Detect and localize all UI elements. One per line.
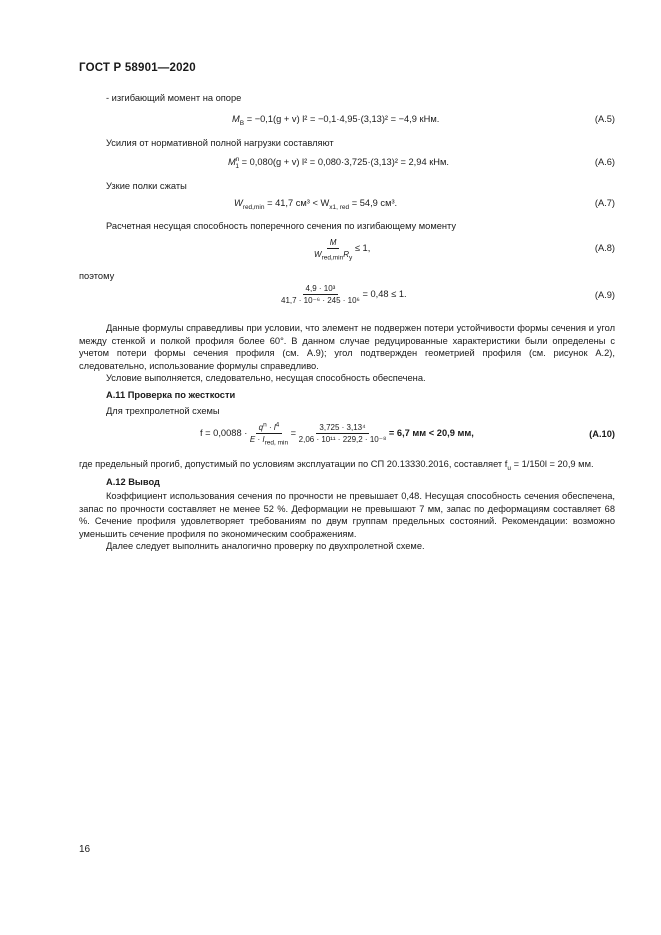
equation-a9-rhs: = 0,48 ≤ 1. [362,288,407,299]
page-number: 16 [79,844,91,855]
equation-a9-numerator: 4,9 · 10³ [303,284,339,295]
equation-a10-rhs: = 6,7 мм < 20,9 мм, [388,427,474,438]
text-line-therefore: поэтому [79,271,115,281]
paragraph-next-step: Далее следует выполнить аналогично проверку по двухпролетной схеме. [106,541,425,552]
section-subtitle-a11: Для трехпролетной схемы [106,406,220,416]
equation-a10-denominator: 2,06 · 10¹¹ · 229,2 · 10⁻⁸ [298,435,387,444]
equation-a10-fraction1: $\frac{q^n \cdot l^4}{E \cdot I_{red, min}}$ [249,421,289,447]
equation-a7-text2: = 54,9 см³. [351,198,398,208]
text-line-bearing-capacity: Расчетная несущая способность поперечного сечения по изгибающему моменту [106,221,457,231]
equation-a8-rhs: ≤ 1, [354,242,371,253]
equation-a5-text: = −0,1(g + v) l² = −0,1·4,95·(3,13)² = −4,9 кНм. [246,114,440,124]
equation-number-a7: (А.7) [594,198,615,208]
equation-a8-denominator: W [314,250,322,259]
equation-number-a5: (А.5) [594,114,615,124]
paragraph-conditions [79,322,615,385]
equation-a9 [281,284,407,305]
section-title-a11: А.11 Проверка по жесткости [106,390,236,400]
equation-a10-numerator: 3,725 · 3,13⁴ [316,423,368,434]
equation-number-a8: (А.8) [594,243,615,253]
equation-a10: f = 0,0088 · $\frac{q^n \cdot l^4}{E \cdot I_{red, min}}$ = $\frac{\text{3,725 · 3,13⁴}}{\text{2,06 · 10¹¹ · 229,2 · 10⁻⁸}}$ = 6,7 мм < 20,9 мм, [200,421,474,447]
equation-a8-numerator: M [329,238,337,247]
text-line-narrow-flanges: Узкие полки сжаты [106,181,187,191]
paragraph-conditions-text: Данные формулы справедливы при условии, что элемент не подвержен потери устойчивости формы сечения и угол между стенкой и полкой профиля более 60°. В данном случае редуцированные характеристики были определены с учетом потери формы сечения профиля (см. А.9); угол подтвержден геометрией профиля (см. рисунок А.2), следовательно, использование формулы справедливо. [79,323,615,371]
text-line-normative-load: Усилия от нормативной полной нагрузки составляют [106,138,334,148]
paragraph-conclusion-text: Коэффициент использования сечения по прочности не превышает 0,48. Несущая способность сечения обеспечена, запас по прочности составляет не менее 52 %. Деформации не превышают 7 мм, запас по деформациям составляет 68 %. Сечение профиля удовлетворяет требованиям по двум группам предельных состояний. Рекомендации: возможно уменьшить сечение профиля по экономическим соображениям. [79,491,615,539]
document-header: ГОСТ Р 58901—2020 [79,62,196,74]
equation-a9-fraction [281,284,360,305]
paragraph-conclusion [79,490,615,553]
equation-a8-fraction: $\frac{M}{W_{red,min}R_y}$ [314,238,353,262]
equation-a6-text: = 0,080(g + v) l² = 0,080·3,725·(3,13)² = 2,94 кНм. [241,157,449,167]
equation-a8 [314,238,371,262]
limit-deflection-value: = 1/150l = 20,9 мм. [510,459,594,469]
text-line-bending-moment: - изгибающий момент на опоре [106,93,242,103]
equation-a6: $M^n_1 = 0,080(g + v) l^2 = 0,080\cdot 3,725\cdot(3,13)^2 = 2,94$ кНм. [228,155,449,170]
equation-a7-text: = 41,7 см³ < W [267,198,330,208]
equation-a7: $W_{red,min} = 41,7$ $см^3 < W_{x1, red} = 54,9$ см³. [234,198,398,211]
equation-number-a10: (А.10) [589,429,615,439]
equation-number-a9: (А.9) [594,290,615,300]
paragraph-conditions-conclusion: Условие выполняется, следовательно, несущая способность обеспечена. [106,373,426,384]
section-title-a12: А.12 Вывод [106,477,160,487]
equation-a10-lhs: f = 0,0088 · [200,427,248,438]
equation-a5: $M_B = -0,1(g + v) l^2 = -0,1\cdot 4,95\cdot(3,13)^2 = -4,9$ кНм. [232,114,440,127]
limit-deflection-text: где предельный прогиб, допустимый по условиям эксплуатации по СП 20.13330.2016, составляет f [79,459,508,469]
equation-a10-fraction2 [299,423,387,444]
equation-number-a6: (А.6) [594,157,615,167]
equation-a9-denominator: 41,7 · 10⁻⁶ · 245 · 10⁶ [281,296,360,305]
text-line-limit-deflection: где предельный прогиб, допустимый по условиям эксплуатации по СП 20.13330.2016, составляет $f_u = 1/150l = 20,9$ мм. [79,459,594,472]
